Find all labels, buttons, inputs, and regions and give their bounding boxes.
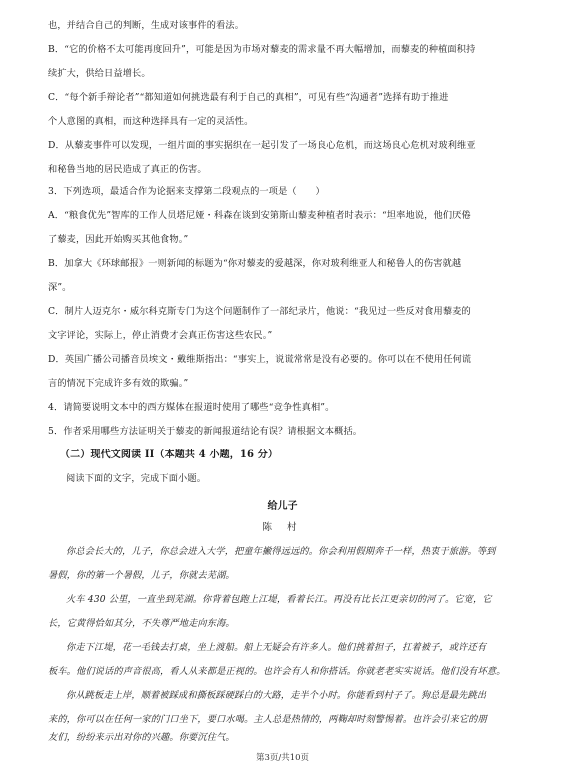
- article-line: 你走下江堤，花一毛钱去打桌，坐上渡船。船上无疑会有许多人。他们挑着担子，扛着被子，或许还有: [66, 642, 487, 653]
- text-line: 续扩大，供给日益增长。: [48, 68, 151, 79]
- article-line: 来的，你可以在任何一家的门口坐下，要口水喝。主人总是热情的，两鞠却时刻警惕着。也许会引来它的朋: [48, 714, 487, 725]
- text-line: 个人意图的真相，而这种选择具有一定的灵活性。: [48, 116, 254, 127]
- text-line: A．“粮食优先”智库的工作人员塔尼娅・科森在谈到安第斯山藜麦种植者时表示：“坦率地说，他们厌倦: [48, 210, 471, 221]
- text-line: D．从藜麦事件可以发现，一组片面的事实据织在一起引发了一场良心危机，而这场良心危机对玻利维亚: [48, 140, 476, 151]
- text-line: 深”。: [48, 282, 72, 293]
- instruction: 阅读下面的文字，完成下面小题。: [66, 473, 207, 484]
- article-line: 暑假，你的第一个暑假，儿子，你就去芜湖。: [48, 570, 235, 581]
- text-line: B．“它的价格不太可能再度回升”，可能是因为市场对藜麦的需求量不再大幅增加，而藜麦的种植面积持: [48, 44, 476, 55]
- section-heading: （二）现代文阅读 II（本题共 4 小题，16 分）: [60, 449, 279, 460]
- article-line: 长，它黄得恰如其分，不失尊严地走向东海。: [48, 618, 235, 629]
- article-author: 陈 村: [262, 522, 303, 533]
- text-line: 和秘鲁当地的居民造成了真正的伤害。: [48, 164, 207, 175]
- article-line: 你总会长大的，儿子，你总会进入大学，把童年撇得远远的。你会利用假期奔千一样，热衷于旅游。等到: [66, 546, 496, 557]
- text-line: 也，并结合自己的判断，生成对该事件的看法。: [48, 20, 245, 31]
- text-line: C．制片人迈克尔・威尔科克斯专门为这个问题制作了一部纪录片，他说：“我见过一些反对食用藜麦的: [48, 306, 471, 317]
- article-line: 你从跳板走上岸，顺着被踩成和撕板踩硬踩白的大路，走半个小时。你能看到村子了。狗总是最先跳出: [66, 690, 487, 701]
- article-title: 给儿子: [267, 501, 298, 512]
- article-line: 友们，纷纷来示出对你的兴趣。你要沉住气。: [48, 732, 235, 743]
- text-line: B．加拿大《环球邮报》一则新闻的标题为“你对藜麦的爱越深，你对玻利维亚人和秘鲁人的伤害就越: [48, 258, 462, 269]
- text-line: D．英国广播公司播音员埃文・戴维斯指出：“事实上，说谎常常是没有必要的。你可以在不使用任何谎: [48, 354, 472, 365]
- article-line: 火车 430 公里，一直坐到芜湖。你背着包跑上江堤，看着长江。再没有比长江更亲切的河了。它宽，它: [66, 594, 492, 605]
- question-5: 5．作者采用哪些方法证明关于藜麦的新闻报道结论有误？请根据文本概括。: [48, 426, 363, 437]
- text-line: C．“每个新手辩论者”“都知道如何挑选最有利于自己的真相”，可见有些“沟通者”选择有助于推进: [48, 92, 449, 103]
- text-line: 言的情况下完成许多有效的欺骗。”: [48, 378, 189, 389]
- text-line: 文字评论，实际上，停止消费才会真正伤害这些农民。”: [48, 330, 273, 341]
- page-footer: 第3页/共10页: [255, 753, 310, 763]
- text-line: 了藜麦，因此开始购买其他食物。”: [48, 234, 189, 245]
- question-3: 3．下列选项，最适合作为论据来支撑第二段观点的一项是（ ）: [48, 186, 325, 197]
- question-4: 4．请简要说明文本中的西方媒体在报道时使用了哪些“竞争性真相”。: [48, 402, 335, 413]
- article-line: 板车。他们说话的声音很高，看人从来都是正视的。也许会有人和你搭话。你就老老实实说话。他们没有坏意。: [48, 666, 506, 677]
